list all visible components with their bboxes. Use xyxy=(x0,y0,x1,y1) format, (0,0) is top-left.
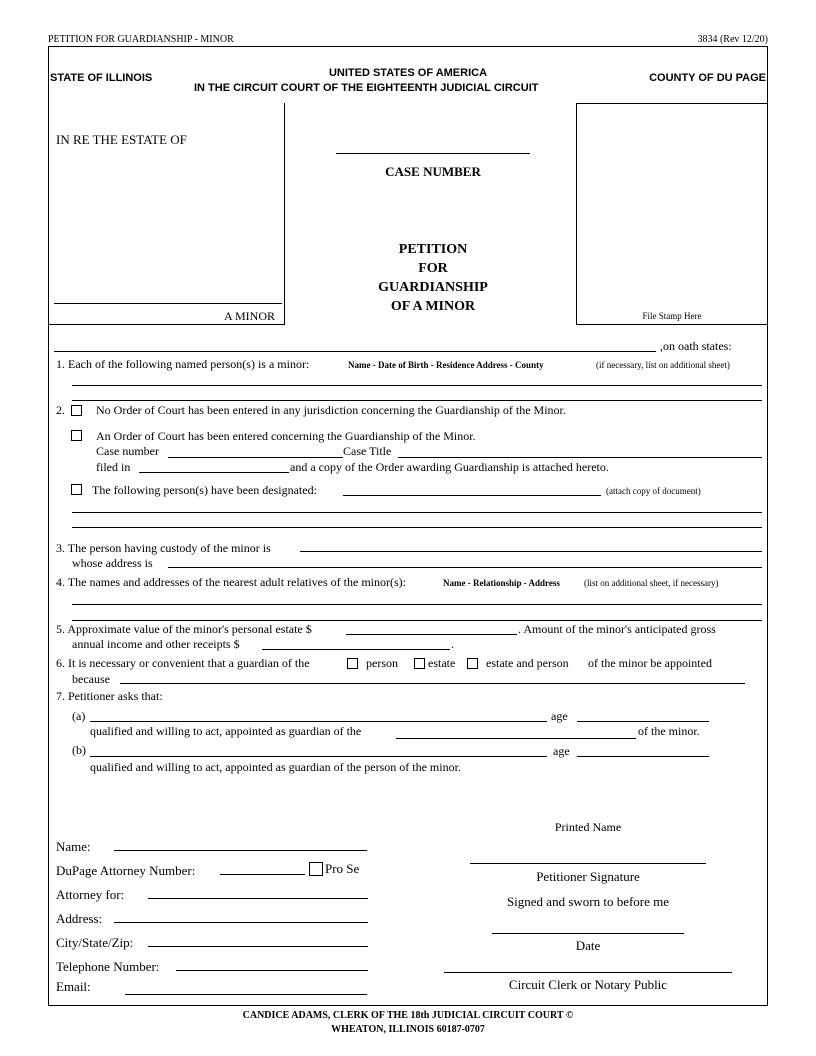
attorney-for-field[interactable] xyxy=(148,898,368,899)
guardian-a-type-field[interactable] xyxy=(396,738,636,739)
sworn-label: Signed and sworn to before me xyxy=(506,894,670,909)
attorney-for-label: Attorney for: xyxy=(56,887,125,902)
item4-columns: Name - Relationship - Address xyxy=(443,578,560,588)
email-field[interactable] xyxy=(125,994,367,995)
item3-address-label: whose address is xyxy=(72,556,153,570)
item2c-line-1[interactable] xyxy=(72,512,762,513)
annual-income-field[interactable] xyxy=(262,649,450,650)
clerk-label: Circuit Clerk or Notary Public xyxy=(508,977,668,992)
item4-note: (list on additional sheet, if necessary) xyxy=(584,578,719,588)
item2a-text: No Order of Court has been entered in any jurisdiction concerning the Guardianship of the Minor. xyxy=(96,403,566,417)
state-label: STATE OF ILLINOIS xyxy=(50,72,153,84)
clerk-line[interactable] xyxy=(444,972,732,973)
custodian-field[interactable] xyxy=(300,551,762,552)
city-field[interactable] xyxy=(148,946,368,947)
a-minor-label: A MINOR xyxy=(224,309,276,323)
file-stamp-label: File Stamp Here xyxy=(642,311,702,321)
item2c-note: (attach copy of document) xyxy=(606,486,701,496)
printed-name-label: Printed Name xyxy=(554,820,622,834)
item7b-label: (b) xyxy=(72,743,86,757)
guardian-b-name-field[interactable] xyxy=(90,756,547,757)
date-line[interactable] xyxy=(492,933,684,934)
item1-line-1[interactable] xyxy=(72,385,762,386)
country-label: UNITED STATES OF AMERICA xyxy=(328,67,488,79)
item7b-qualified: qualified and willing to act, appointed as guardian of the person of the minor. xyxy=(90,760,461,774)
guardian-estate-person-checkbox[interactable] xyxy=(467,658,478,669)
item1-line-2[interactable] xyxy=(72,400,762,401)
item5-line2-label: annual income and other receipts $ xyxy=(72,637,240,651)
file-stamp-box xyxy=(576,103,768,325)
item1-label: 1. Each of the following named person(s) is a minor: xyxy=(56,357,310,371)
clerk-footer-line1: CANDICE ADAMS, CLERK OF THE 18th JUDICIAL CIRCUIT COURT © xyxy=(242,1010,574,1021)
item5-label: 5. Approximate value of the minor's personal estate $ xyxy=(56,622,312,636)
case-number-field[interactable] xyxy=(168,457,343,458)
telephone-field[interactable] xyxy=(176,970,368,971)
item7a-age-label: age xyxy=(551,709,568,723)
item2c-line-2[interactable] xyxy=(72,527,762,528)
case-title-label: Case Title xyxy=(343,444,392,458)
custodian-address-field[interactable] xyxy=(168,567,762,568)
petition-title-2: FOR xyxy=(418,261,448,276)
city-label: City/State/Zip: xyxy=(56,935,134,950)
petition-title-3: GUARDIANSHIP xyxy=(378,280,488,295)
telephone-label: Telephone Number: xyxy=(56,959,160,974)
because-field[interactable] xyxy=(120,683,745,684)
guardian-a-age-field[interactable] xyxy=(577,721,709,722)
order-entered-checkbox[interactable] xyxy=(71,430,82,441)
petitioner-signature-line[interactable] xyxy=(470,863,706,864)
no-order-checkbox[interactable] xyxy=(71,405,82,416)
county-label: COUNTY OF DU PAGE xyxy=(649,72,766,84)
item6-estate-label: estate xyxy=(428,656,456,670)
pro-se-checkbox[interactable] xyxy=(309,862,323,876)
item1-columns: Name - Date of Birth - Residence Address - County xyxy=(348,360,544,370)
minor-name-line[interactable] xyxy=(54,303,282,304)
item6-estate-person-label: estate and person xyxy=(486,656,569,670)
item2-number: 2. xyxy=(56,403,65,417)
item6-person-label: person xyxy=(366,656,398,670)
item6-label: 6. It is necessary or convenient that a guardian of the xyxy=(56,656,310,670)
form-number: 3834 (Rev 12/20) xyxy=(697,34,768,45)
form-title: PETITION FOR GUARDIANSHIP - MINOR xyxy=(48,34,234,45)
caption-left-divider xyxy=(284,103,285,325)
personal-estate-field[interactable] xyxy=(346,634,517,635)
guardian-a-name-field[interactable] xyxy=(90,721,547,722)
caption-left-bottom xyxy=(48,324,285,325)
date-label: Date xyxy=(575,938,601,953)
item4-label: 4. The names and addresses of the nearest adult relatives of the minor(s): xyxy=(56,575,406,589)
designated-field[interactable] xyxy=(343,495,601,496)
case-number-label: CASE NUMBER xyxy=(385,164,481,179)
item4-line-2[interactable] xyxy=(72,620,762,621)
in-re-label: IN RE THE ESTATE OF xyxy=(56,132,187,147)
item7a-end: of the minor. xyxy=(638,724,700,738)
petitioner-signature-label: Petitioner Signature xyxy=(536,869,640,884)
case-number-line[interactable] xyxy=(336,153,530,154)
item7-label: 7. Petitioner asks that: xyxy=(56,689,163,703)
court-label: IN THE CIRCUIT COURT OF THE EIGHTEENTH JUDICIAL CIRCUIT xyxy=(194,82,539,94)
oath-label: ,on oath states: xyxy=(660,339,732,353)
item7a-label: (a) xyxy=(72,709,86,723)
petition-title-4: OF A MINOR xyxy=(390,299,476,314)
email-label: Email: xyxy=(56,979,91,994)
clerk-footer-line2: WHEATON, ILLINOIS 60187-0707 xyxy=(331,1024,485,1035)
address-field[interactable] xyxy=(114,922,368,923)
item2b-text: An Order of Court has been entered concerning the Guardianship of the Minor. xyxy=(96,429,476,443)
item5-rest: . Amount of the minor's anticipated gross xyxy=(518,622,716,636)
case-title-field[interactable] xyxy=(398,457,762,458)
item7b-age-label: age xyxy=(553,744,570,758)
guardian-b-age-field[interactable] xyxy=(577,756,709,757)
item2c-text: The following person(s) have been designated: xyxy=(92,483,317,497)
guardian-estate-checkbox[interactable] xyxy=(414,658,425,669)
attorney-number-field[interactable] xyxy=(220,874,305,875)
petitioner-name-line[interactable] xyxy=(54,351,656,352)
case-number-field-label: Case number xyxy=(96,444,159,458)
address-label: Address: xyxy=(56,911,103,926)
filed-in-label: filed in xyxy=(96,460,131,474)
item4-line-1[interactable] xyxy=(72,604,762,605)
item5-period: . xyxy=(451,637,454,651)
because-label: because xyxy=(72,672,110,686)
pro-se-label: Pro Se xyxy=(325,861,360,876)
name-field[interactable] xyxy=(114,850,367,851)
filed-in-field[interactable] xyxy=(139,472,289,473)
petition-title-1: PETITION xyxy=(398,242,468,257)
guardian-person-checkbox[interactable] xyxy=(347,658,358,669)
item1-note: (if necessary, list on additional sheet) xyxy=(596,360,730,370)
item7a-qualified: qualified and willing to act, appointed as guardian of the xyxy=(90,724,362,738)
name-label: Name: xyxy=(56,839,91,854)
designated-checkbox[interactable] xyxy=(71,484,82,495)
attorney-number-label: DuPage Attorney Number: xyxy=(56,863,196,878)
item6-rest: of the minor be appointed xyxy=(588,656,712,670)
filed-in-rest: and a copy of the Order awarding Guardianship is attached hereto. xyxy=(290,460,609,474)
item3-label: 3. The person having custody of the minor is xyxy=(56,541,271,555)
